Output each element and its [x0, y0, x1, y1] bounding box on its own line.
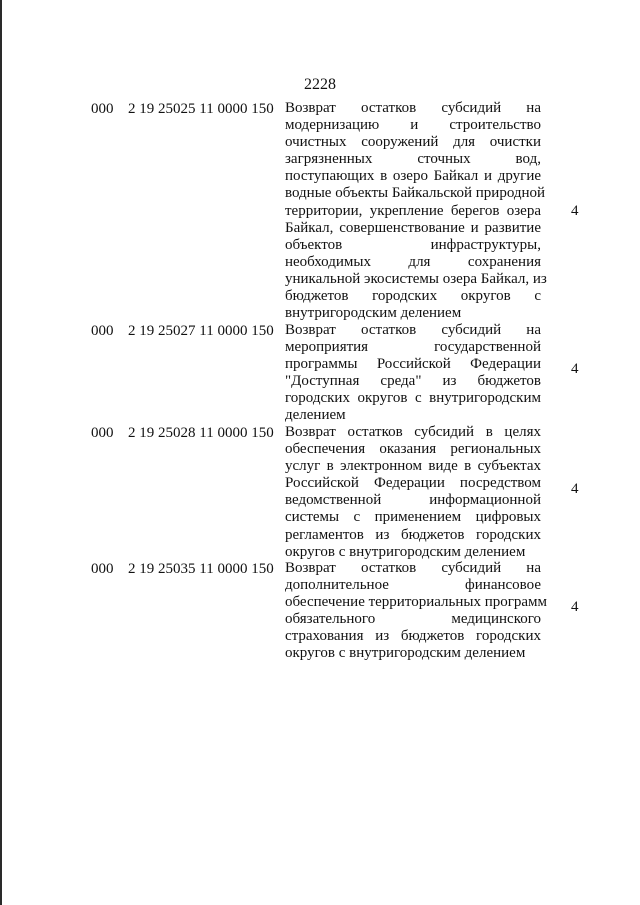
- description-line: Возврат остатков субсидий на: [285, 100, 541, 116]
- description-line: дополнительное финансовое: [285, 577, 541, 594]
- description-line: загрязненных сточных вод,: [285, 151, 541, 168]
- description-line: Возврат остатков субсидий в целях: [285, 424, 541, 440]
- description-line: Возврат остатков субсидий на: [285, 560, 541, 576]
- row-description: [285, 560, 548, 663]
- category-value: 4: [571, 481, 579, 497]
- description-line: делением: [285, 407, 346, 424]
- description-line: обязательного медицинского: [285, 611, 541, 628]
- description-line: округов с внутригородским делением: [285, 543, 526, 560]
- description-line: "Доступная среда" из бюджетов: [285, 373, 541, 390]
- description-line: страхования из бюджетов городских: [285, 628, 541, 645]
- description-line: Байкал, совершенствование и развитие: [285, 219, 541, 236]
- description-line: обеспечения оказания региональных: [285, 441, 541, 458]
- income-code: 2 19 25027 11 0000 150: [128, 323, 274, 339]
- category-value: 4: [571, 361, 579, 377]
- admin-code: 000: [91, 425, 114, 441]
- description-line: объектов инфраструктуры,: [285, 236, 541, 253]
- admin-code: 000: [91, 323, 114, 339]
- page-number: 2228: [304, 76, 336, 93]
- admin-code: 000: [91, 101, 114, 117]
- description-line: водные объекты Байкальской природной: [285, 185, 546, 202]
- description-line: поступающих в озеро Байкал и другие: [285, 168, 541, 185]
- category-value: 4: [571, 599, 579, 615]
- description-line: внутригородским делением: [285, 305, 462, 322]
- category-value: 4: [571, 203, 579, 219]
- description-line: территории, укрепление берегов озера: [285, 202, 541, 219]
- income-code: 2 19 25035 11 0000 150: [128, 561, 274, 577]
- description-line: городских округов с внутригородским: [285, 390, 541, 407]
- description-line: ведомственной информационной: [285, 492, 541, 509]
- income-code: 2 19 25028 11 0000 150: [128, 425, 274, 441]
- description-line: очистных сооружений для очистки: [285, 134, 541, 151]
- description-line: Возврат остатков субсидий на: [285, 322, 541, 338]
- income-code: 2 19 25025 11 0000 150: [128, 101, 274, 117]
- description-line: системы с применением цифровых: [285, 509, 541, 526]
- row-description: [285, 322, 541, 425]
- description-line: уникальной экосистемы озера Байкал, из: [285, 270, 547, 287]
- description-line: округов с внутригородским делением: [285, 645, 526, 662]
- description-line: услуг в электронном виде в субъектах: [285, 458, 541, 475]
- description-line: бюджетов городских округов с: [285, 288, 541, 305]
- description-line: Российской Федерации посредством: [285, 475, 541, 492]
- admin-code: 000: [91, 561, 114, 577]
- description-line: регламентов из бюджетов городских: [285, 526, 541, 543]
- row-description: [285, 424, 541, 561]
- description-line: мероприятия государственной: [285, 339, 541, 356]
- description-line: обеспечение территориальных программ: [285, 594, 548, 611]
- description-line: модернизацию и строительство: [285, 117, 541, 134]
- page-edge: [0, 0, 2, 905]
- description-line: программы Российской Федерации: [285, 356, 541, 373]
- row-description: [285, 100, 547, 322]
- description-line: необходимых для сохранения: [285, 253, 541, 270]
